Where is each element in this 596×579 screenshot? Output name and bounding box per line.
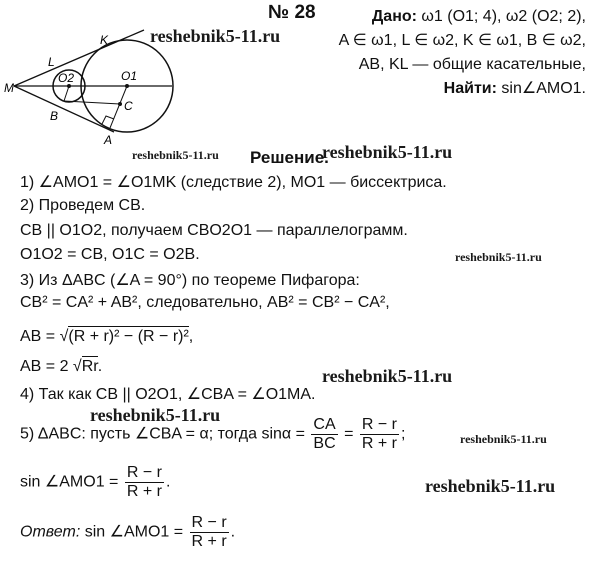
step-4: 4) Так как CB || O2O1, ∠CBA = ∠O1MA. bbox=[20, 386, 316, 403]
watermark: reshebnik5-11.ru bbox=[460, 432, 547, 446]
given-line-1: Дано: ω1 (O1; 4), ω2 (O2; 2), bbox=[371, 8, 586, 25]
point-o1 bbox=[125, 84, 129, 88]
label-k: K bbox=[100, 33, 109, 47]
watermark: reshebnik5-11.ru bbox=[455, 250, 542, 264]
problem-number: № 28 bbox=[268, 2, 316, 23]
step-2-parallel: CB || O1O2, получаем CBO2O1 — параллелограмм. bbox=[20, 222, 408, 239]
step-3-ab-root: AB = √(R + r)² − (R − r)², bbox=[20, 328, 194, 345]
given-line-3: AB, KL — общие касательные, bbox=[358, 56, 586, 73]
watermark: reshebnik5-11.ru bbox=[425, 476, 556, 496]
watermark: reshebnik5-11.ru bbox=[322, 142, 453, 162]
label-o2: O2 bbox=[58, 71, 75, 85]
answer: Ответ: sin ∠AMO1 = $\frac{R - r}{R + r}$ . bbox=[20, 514, 236, 550]
geometry-figure bbox=[4, 24, 174, 154]
label-o1: O1 bbox=[121, 69, 138, 83]
step-5: 5) ΔABC: пусть ∠CBA = α; тогда sinα = $\frac{CA}{BC}$ = $\frac{R - r}{R + r}$ ; bbox=[20, 416, 406, 452]
fraction-r-minus-r: $\frac{R - r}{R + r}$ bbox=[361, 416, 397, 452]
fraction-ca-bc: $\frac{CA}{BC}$ bbox=[313, 416, 336, 452]
watermark: reshebnik5-11.ru bbox=[132, 148, 219, 162]
given-line-2: A ∈ ω1, L ∈ ω2, K ∈ ω1, B ∈ ω2, bbox=[338, 32, 586, 49]
step-5-result: sin ∠AMO1 = $\frac{R - r}{R + r}$ . bbox=[20, 464, 171, 500]
find-line: Найти: sin∠AMO1. bbox=[443, 80, 586, 97]
step-2-equalities: O1O2 = CB, O1C = O2B. bbox=[20, 246, 200, 263]
tangent-ab bbox=[14, 86, 114, 132]
fraction-answer: $\frac{R - r}{R + r}$ bbox=[191, 514, 227, 550]
solution-heading: Решение. bbox=[250, 148, 329, 167]
watermark: reshebnik5-11.ru bbox=[90, 405, 221, 425]
watermark: reshebnik5-11.ru bbox=[150, 26, 281, 46]
step-3-pythagoras: CB² = CA² + AB², следовательно, AB² = CB² − CA², bbox=[20, 294, 390, 311]
step-2: 2) Проведем CB. bbox=[20, 197, 146, 214]
fraction-result: $\frac{R - r}{R + r}$ bbox=[126, 464, 162, 500]
label-a: A bbox=[104, 133, 113, 147]
watermark: reshebnik5-11.ru bbox=[322, 366, 453, 386]
label-m: M bbox=[4, 81, 14, 95]
step-3: 3) Из ΔABC (∠A = 90°) по теореме Пифагора: bbox=[20, 272, 360, 289]
label-l: L bbox=[48, 55, 55, 69]
label-b: B bbox=[50, 109, 59, 123]
step-3-ab-result: AB = 2 √Rr. bbox=[20, 358, 103, 375]
segment-cb bbox=[64, 101, 120, 104]
radius-o2b bbox=[64, 86, 69, 101]
step-1: 1) ∠AMO1 = ∠O1MK (следствие 2), MO1 — биссектриса. bbox=[20, 174, 447, 191]
point-c bbox=[118, 102, 122, 106]
label-c: C bbox=[124, 99, 133, 113]
